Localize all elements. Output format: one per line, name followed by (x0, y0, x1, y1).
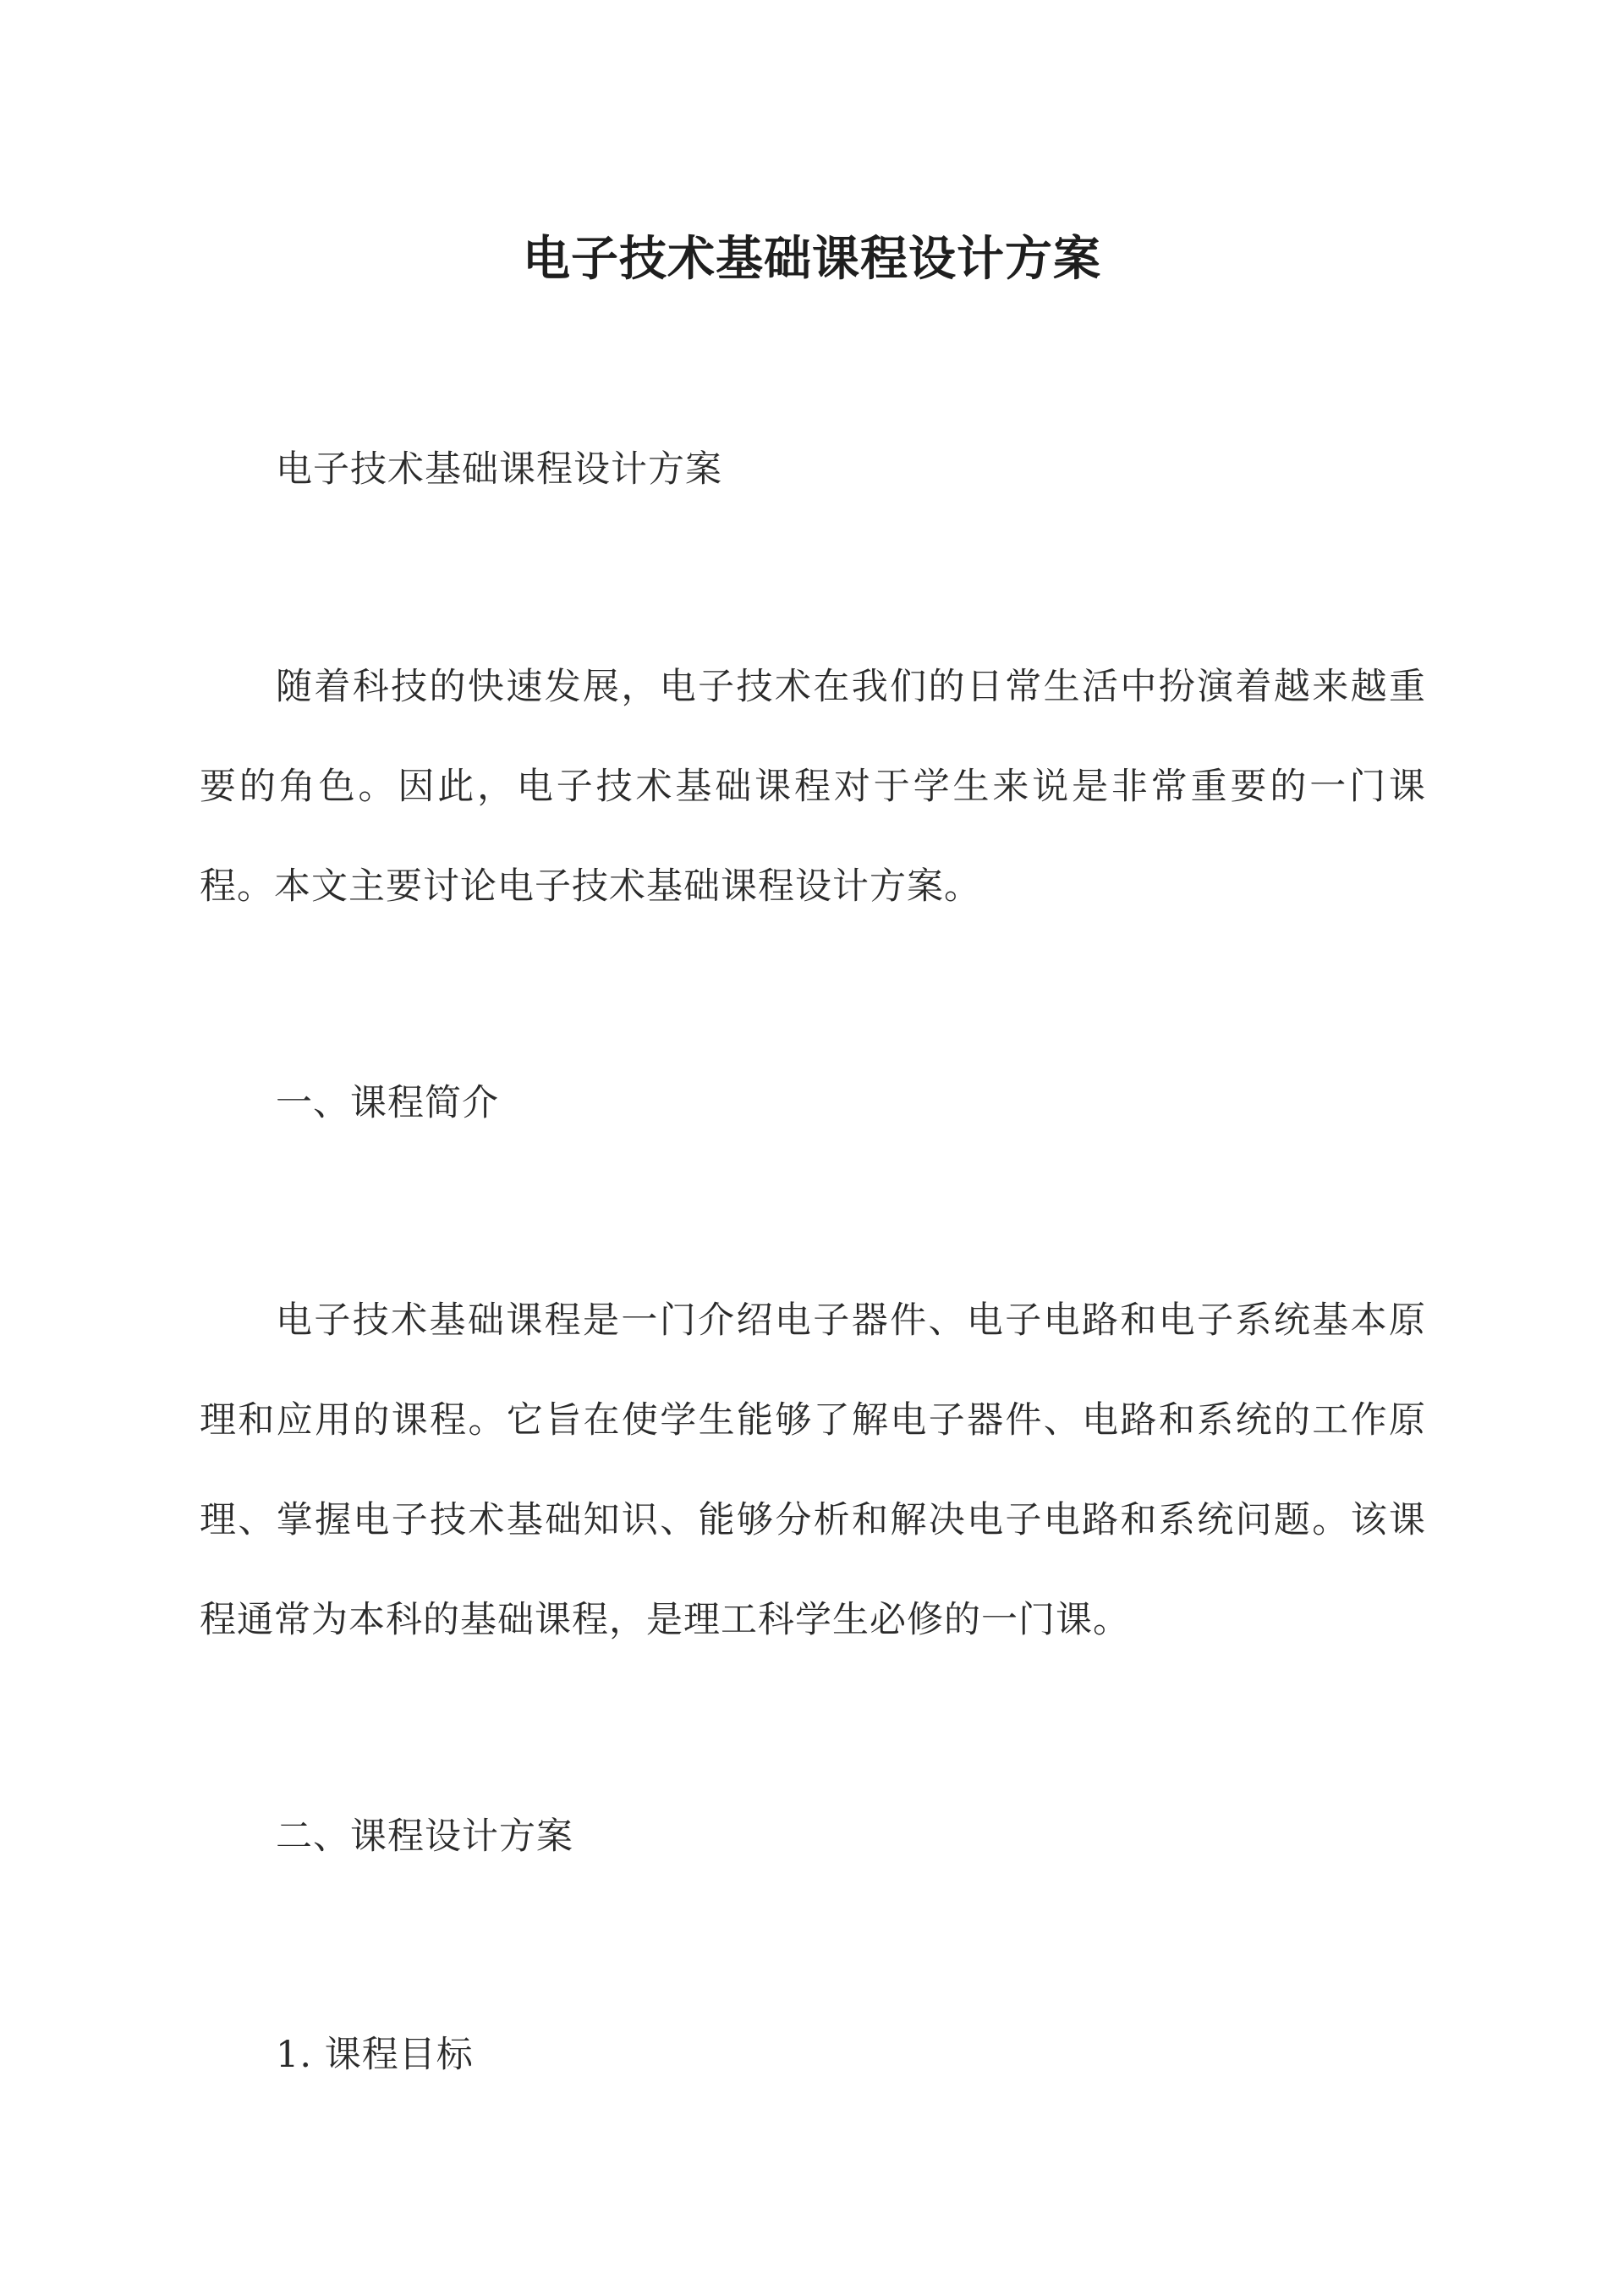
section-heading-intro: 一、课程简介 (276, 1082, 499, 1124)
document-title: 电子技术基础课程设计方案 (523, 230, 1101, 287)
document-subtitle: 电子技术基础课程设计方案 (276, 448, 722, 491)
section-intro-paragraph: 电子技术基础课程是一门介绍电子器件、电子电路和电子系统基本原理和应用的课程。它旨在使学生能够了解电子器件、电路和系统的工作原理、掌握电子技术基础知识、能够分析和解决电子电路和系统问题。该课程通常为本科的基础课程，是理工科学生必修的一门课。 (200, 1299, 1426, 1641)
subsection-heading-goals: 1. 课程目标 (276, 2034, 474, 2076)
section-heading-design: 二、课程设计方案 (276, 1815, 573, 1858)
intro-paragraph: 随着科技的快速发展，电子技术在我们的日常生活中扮演着越来越重要的角色。因此，电子技术基础课程对于学生来说是非常重要的一门课程。本文主要讨论电子技术基础课程设计方案。 (200, 666, 1426, 908)
